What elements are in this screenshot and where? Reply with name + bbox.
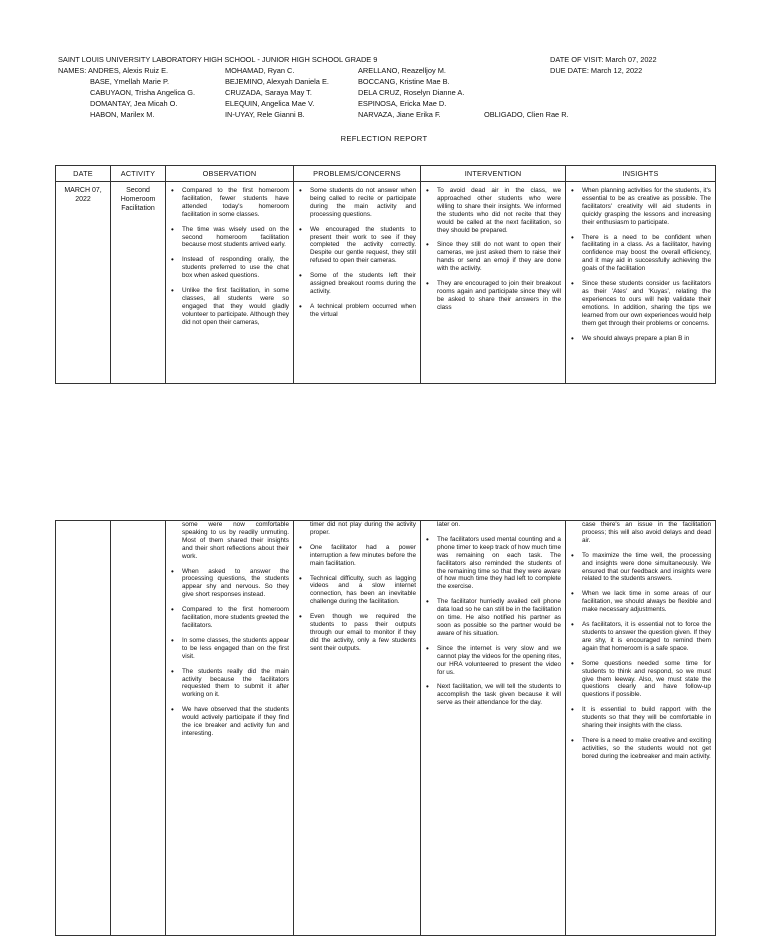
intervention-cell [421,182,566,384]
problems-cell-continued [294,521,421,936]
intervention-cell-continued [421,521,566,936]
student-name: ELEQUIN, Angelica Mae V. [225,99,315,108]
intervention-item: • They are encouraged to join their breakout rooms again and participate since they will be asked to share their answers in the class [437,280,561,312]
student-name: ESPINOSA, Ericka Mae D. [358,99,447,108]
activity-cell-continued [111,521,166,936]
observation-item: • Unlike the first facilitation, in some classes, all students were so engaged that they would gladly volunteer to participate. Although they did not open their cameras, [182,287,289,327]
insights-cell [566,182,716,384]
insight-item: • To maximize the time well, the processing and insights were done simultaneously. We ensured that our feedback and insights were related to the students answers. [582,552,711,584]
column-header-activity: ACTIVITY [111,166,166,182]
table-row [56,182,716,384]
activity-cell [111,182,166,384]
date-cell [56,182,111,384]
student-name: HABON, Marilex M. [90,110,155,119]
reflection-table-page-2 [55,520,716,936]
intervention-item: • Next facilitation, we will tell the students to accomplish the task given because it will serve as their attendance for the day. [437,683,561,707]
intervention-item: • To avoid dead air in the class, we approached other students who were willing to share their insights. We informed the students who did not recite that they would be called at the next facilitation, so they should be prepared. [437,187,561,234]
due-date: DUE DATE: March 12, 2022 [550,66,643,75]
observation-item: • When asked to answer the processing questions, the students appear shy and nervous. So they give short responses instead. [182,568,289,600]
column-header-problems: PROBLEMS/CONCERNS [294,166,421,182]
student-name: CRUZADA, Saraya May T. [225,88,312,97]
school-heading: SAINT LOUIS UNIVERSITY LABORATORY HIGH SCHOOL - JUNIOR HIGH SCHOOL GRADE 9 [58,55,378,64]
table-header-row [56,166,716,182]
observation-item: • Compared to the first homeroom facilitation, more students greeted the facilitators. [182,606,289,630]
column-header-observation: OBSERVATION [166,166,294,182]
student-name: DELA CRUZ, Roselyn Dianne A. [358,88,465,97]
insight-item: • We should always prepare a plan B in [582,335,711,343]
student-name: BASE, Ymellah Marie P. [90,77,170,86]
column-header-date: DATE [56,166,111,182]
observation-cell-continued [166,521,294,936]
report-title: REFLECTION REPORT [340,134,428,143]
date-of-visit: DATE OF VISIT: March 07, 2022 [550,55,657,64]
insight-item: • As facilitators, it is essential not to force the students to answer the question given. If they are shy, it is encouraged to remind them again that homeroom is a safe space. [582,621,711,653]
problem-item: • A technical problem occurred when the virtual [310,303,416,319]
intervention-continuation: later on. [437,521,461,528]
problem-item: • One facilitator had a power interruption a few minutes before the main facilitation. [310,544,416,568]
observation-item: • Instead of responding orally, the students preferred to use the chat box when asked questions. [182,256,289,280]
observation-item: • Compared to the first homeroom facilitation, fewer students have attended today's homeroom facilitation in some classes. [182,187,289,219]
student-name: BOCCANG, Kristine Mae B. [358,77,450,86]
intervention-item: • Since the internet is very slow and we cannot play the videos for the opening rites, our HRA volunteered to present the video for us. [437,645,561,677]
date-value: MARCH 07, 2022 [64,187,102,203]
intervention-item: • Since they still do not want to open their cameras, we just asked them to raise their hands or send an emoji if they are done with the activity. [437,241,561,273]
intervention-item: • The facilitators used mental counting and a phone timer to keep track of how much time was remaining on each task. The facilitators also reminded the students of the remaining time so that they were aware of how much time they had left to complete the exercise. [437,536,561,591]
observation-item: • We have observed that the students would actively participate if they find the ice breaker and activity fun and interesting. [182,706,289,738]
student-name: IN-UYAY, Rele Gianni B. [225,110,305,119]
observation-item: • In some classes, the students appear to be less engaged than on the first visit. [182,637,289,661]
reflection-table-page-1 [55,165,716,384]
student-name: ARELLANO, Reazelljoy M. [358,66,446,75]
problem-item: • Technical difficulty, such as lagging videos and a slow internet connection, has been an inevitable challenge during the facilitation. [310,575,416,607]
student-name: DOMANTAY, Jea Micah O. [90,99,178,108]
observation-item: • The students really did the main activity because the facilitators requested them to submit it after working on it. [182,668,289,700]
problem-continuation: timer did not play during the activity proper. [310,521,416,536]
observation-cell [166,182,294,384]
insight-item: • Since these students consider us facilitators as their 'Ates' and 'Kuyas', relating the experiences to ours will help validate their emotions. In addition, sharing the tips we learned from our own experiences would help them get through their problems or concerns. [582,280,711,327]
insight-item: • Some questions needed some time for students to think and respond, so we must give them leeway. Also, we must state the questions clearly and have follow-up questions if possible. [582,660,711,700]
column-header-insights: INSIGHTS [566,166,716,182]
insight-item: • There is a need to be confident when facilitating in a class. As a facilitator, having confidence may boost the overall efficiency, and it may aid in successfully achieving the goals of the facilitation [582,234,711,274]
insight-item: • It is essential to build rapport with the students so that they will be comfortable in sharing their insights with the class. [582,706,711,730]
observation-continuation: some were now comfortable speaking to us by readily unmuting. Most of them shared their insights and their short reflections about their work. [182,521,289,560]
names-label: NAMES: ANDRES, Alexis Ruiz E. [58,66,169,75]
insight-item: • When we lack time in some areas of our facilitation, we should always be flexible and make necessary adjustments. [582,590,711,614]
student-name: OBLIGADO, Clien Rae R. [484,110,569,119]
intervention-item: • The facilitator hurriedly availed cell phone data load so he can still be in the facilitation on time. He also notified his partner as soon as possible so the partner would be aware of his situation. [437,598,561,638]
table-row-continued [56,521,716,936]
problem-item: • Some of the students left their assigned breakout rooms during the activity. [310,272,416,296]
student-name: NARVAZA, Jiane Erika F. [358,110,441,119]
insight-continuation: case there's an issue in the facilitation process; this will also avoid delays and dead air. [582,521,711,544]
problem-item: • Some students do not answer when being called to recite or participate during the main activity and processing questions. [310,187,416,219]
insights-cell-continued [566,521,716,936]
insight-item: • There is a need to make creative and exciting activities, so the students would not get bored during the icebreaker and main activity. [582,737,711,761]
problem-item: • We encouraged the students to present their work to see if they completed the activity correctly. Despite our gentle request, they still refused to open their cameras. [310,226,416,266]
insight-item: • When planning activities for the students, it's essential to be as creative as possible. The facilitators' creativity will aid students in quickly grasping the lessons and increasing their enthusiasm to participate. [582,187,711,227]
student-name: BEJEMINO, Alexyah Daniela E. [225,77,329,86]
observation-item: • The time was wisely used on the second homeroom facilitation because most students arrived early. [182,226,289,250]
problem-item: • Even though we required the students to pass their outputs through our email to monitor if they did the activity, only a few students sent their outputs. [310,613,416,653]
date-cell-continued [56,521,111,936]
student-name: MOHAMAD, Ryan C. [225,66,295,75]
column-header-intervention: INTERVENTION [421,166,566,182]
student-name: CABUYAON, Trisha Angelica G. [90,88,196,97]
problems-cell [294,182,421,384]
activity-value: Second Homeroom Facilitation [120,187,156,212]
